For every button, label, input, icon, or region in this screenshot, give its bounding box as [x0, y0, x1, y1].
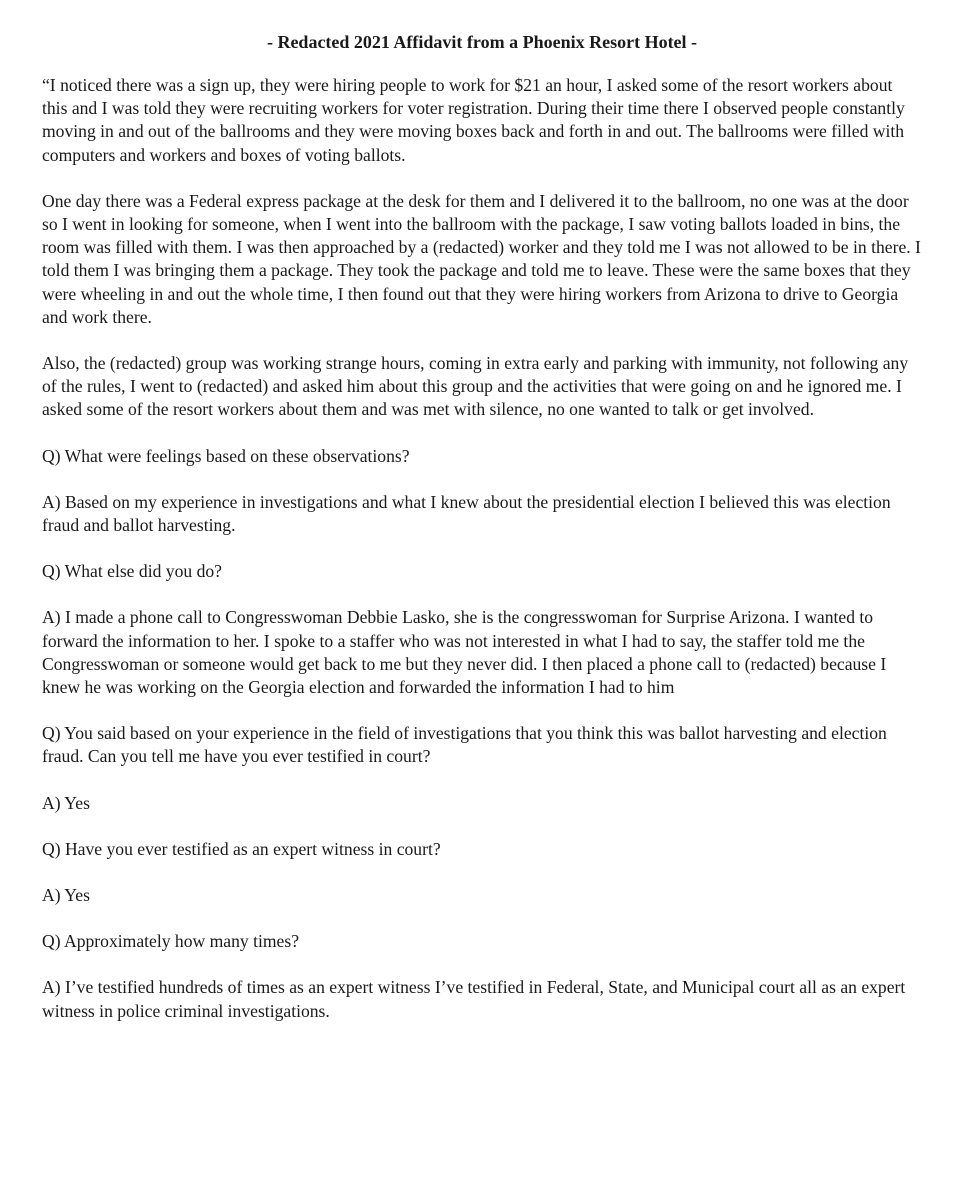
- statement-paragraph-2: One day there was a Federal express package at the desk for them and I delivered it to the ballroom, no one was at the door so I went in looking for someone, when I went into the ballroom with the package, I saw voting ballots loaded in bins, the room was filled with them. I was then approached by a (redacted) worker and they told me I was not allowed to be in there. I told them I was bringing them a package. They took the package and told me to leave. These were the same boxes that they were wheeling in and out the whole time, I then found out that they were hiring workers from Arizona to drive to Georgia and work there.: [42, 190, 921, 327]
- question-testified: Q) You said based on your experience in the field of investigations that you think this was ballot harvesting and election fraud. Can you tell me have you ever testified in court?: [42, 723, 887, 767]
- question-expert-witness: Q) Have you ever testified as an expert witness in court?: [42, 838, 441, 859]
- answer-what-else: A) I made a phone call to Congresswoman Debbie Lasko, she is the congresswoman for Surprise Arizona. I wanted to forward the information to her. I spoke to a staffer who was not interested in what I had to say, the staffer told me the Congresswoman or someone would get back to me but they never did. I then placed a phone call to (redacted) because I knew he was working on the Georgia election and forwarded the information I had to him: [42, 607, 887, 698]
- question-feelings: Q) What were feelings based on these observations?: [42, 445, 410, 466]
- affidavit-page: [42, 30, 922, 1046]
- statement-paragraph-3: Also, the (redacted) group was working strange hours, coming in extra early and parking with immunity, not following any of the rules, I went to (redacted) and asked him about this group and the activities that were going on and he ignored me. I asked some of the resort workers about them and was met with silence, no one wanted to talk or get involved.: [42, 353, 909, 420]
- answer-expert-witness: A) Yes: [42, 885, 90, 906]
- answer-feelings: A) Based on my experience in investigations and what I knew about the presidential election I believed this was election fraud and ballot harvesting.: [42, 491, 891, 536]
- answer-how-many-times: A) I’ve testified hundreds of times as an expert witness I’ve testified in Federal, State, and Municipal court all as an expert witness in police criminal investigations.: [42, 977, 906, 1021]
- document-title: - Redacted 2021 Affidavit from a Phoenix Resort Hotel -: [266, 32, 698, 52]
- question-how-many-times: Q) Approximately how many times?: [42, 931, 300, 952]
- question-what-else: Q) What else did you do?: [42, 561, 222, 582]
- answer-testified: A) Yes: [42, 792, 90, 813]
- statement-paragraph-1: “I noticed there was a sign up, they were hiring people to work for $21 an hour, I asked some of the resort workers about this and I was told they were recruiting workers for voter registration. During their time there I observed people constantly moving in and out of the ballrooms and they were moving boxes back and forth in and out. The ballrooms were filled with computers and workers and boxes of voting ballots.: [42, 75, 905, 165]
